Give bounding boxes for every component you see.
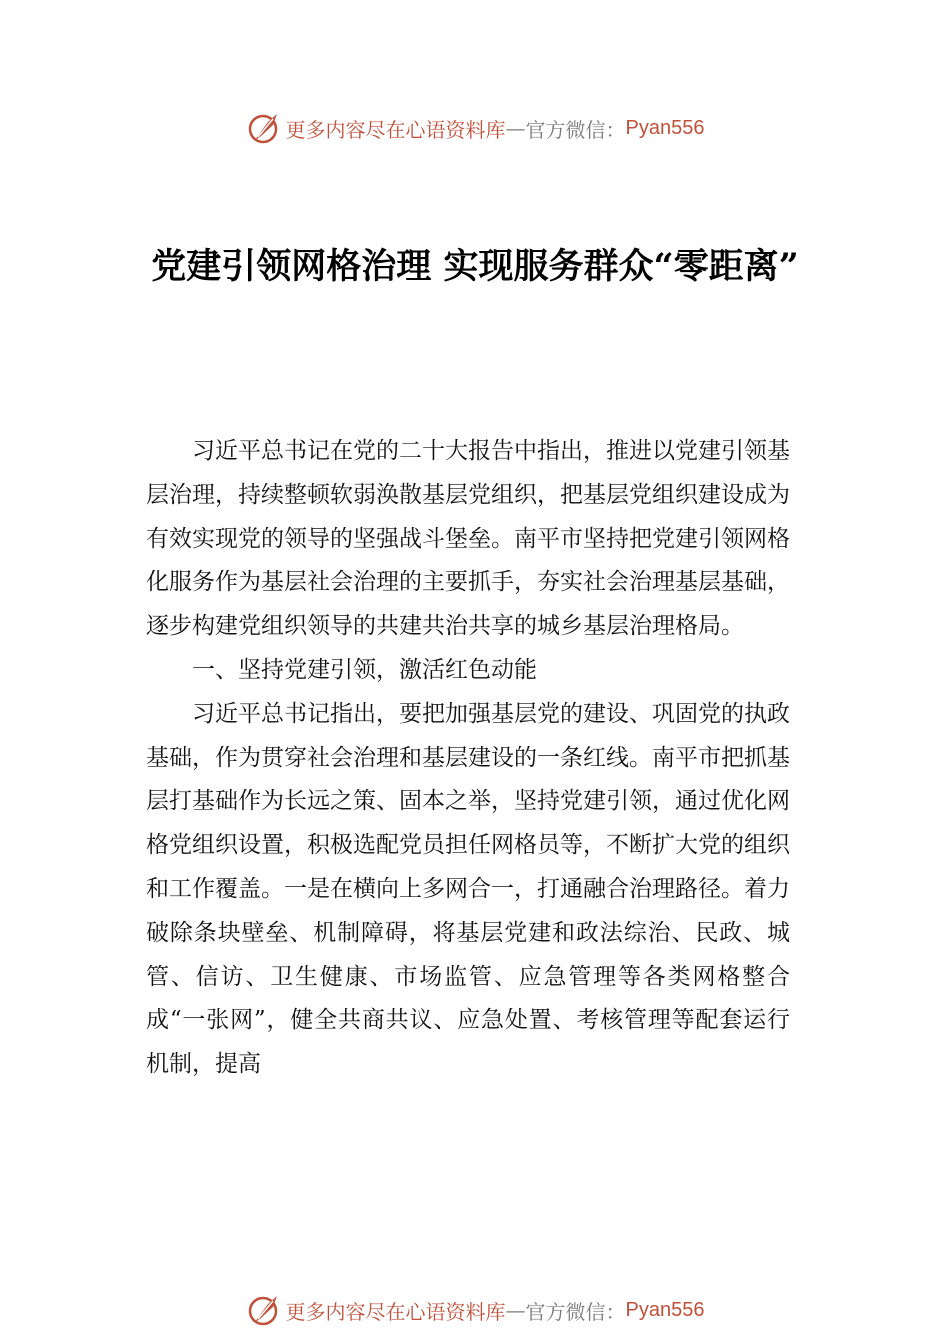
quill-pen-logo-icon: [246, 1292, 282, 1328]
section-1-paragraph: 习近平总书记指出，要把加强基层党的建设、巩固党的执政基础，作为贯穿社会治理和基层建设的一条红线。南平市把抓基层打基础作为长远之策、固本之举，坚持党建引领，通过优化网格党组织设置，积极选配党员担任网格员等，不断扩大党的组织和工作覆盖。一是在横向上多网合一，打通融合治理路径。着力破除条块壁垒、机制障碍，将基层党建和政法综治、民政、城管、信访、卫生健康、市场监管、应急管理等各类网格整合成“一张网”，健全共商共议、应急处置、考核管理等配套运行机制，提高: [146, 700, 790, 1078]
banner-wechat-label: 官方微信：: [525, 1299, 626, 1324]
banner-slogan: 更多内容尽在心语资料库: [285, 1299, 506, 1324]
banner-dash: —: [505, 1298, 526, 1322]
banner-wechat-label: 官方微信：: [525, 117, 626, 142]
banner-dash: —: [505, 116, 526, 140]
document-title: 党建引领网格治理 实现服务群众“零距离”: [151, 246, 799, 287]
quill-pen-logo-icon: [246, 110, 282, 146]
banner-wechat-id: Pyan556: [625, 1298, 705, 1321]
banner-slogan: 更多内容尽在心语资料库: [285, 117, 506, 142]
header-watermark-banner: [0, 108, 950, 148]
document-body: [146, 430, 790, 1087]
section-heading-1: 一、坚持党建引领，激活红色动能: [192, 656, 537, 683]
footer-watermark-banner: [0, 1290, 950, 1330]
intro-paragraph: 习近平总书记在党的二十大报告中指出，推进以党建引领基层治理，持续整顿软弱涣散基层党组织，把基层党组织建设成为有效实现党的领导的坚强战斗堡垒。南平市坚持把党建引领网格化服务作为基层社会治理的主要抓手，夯实社会治理基层基础，逐步构建党组织领导的共建共治共享的城乡基层治理格局。: [146, 438, 790, 640]
banner-wechat-id: Pyan556: [625, 116, 705, 139]
